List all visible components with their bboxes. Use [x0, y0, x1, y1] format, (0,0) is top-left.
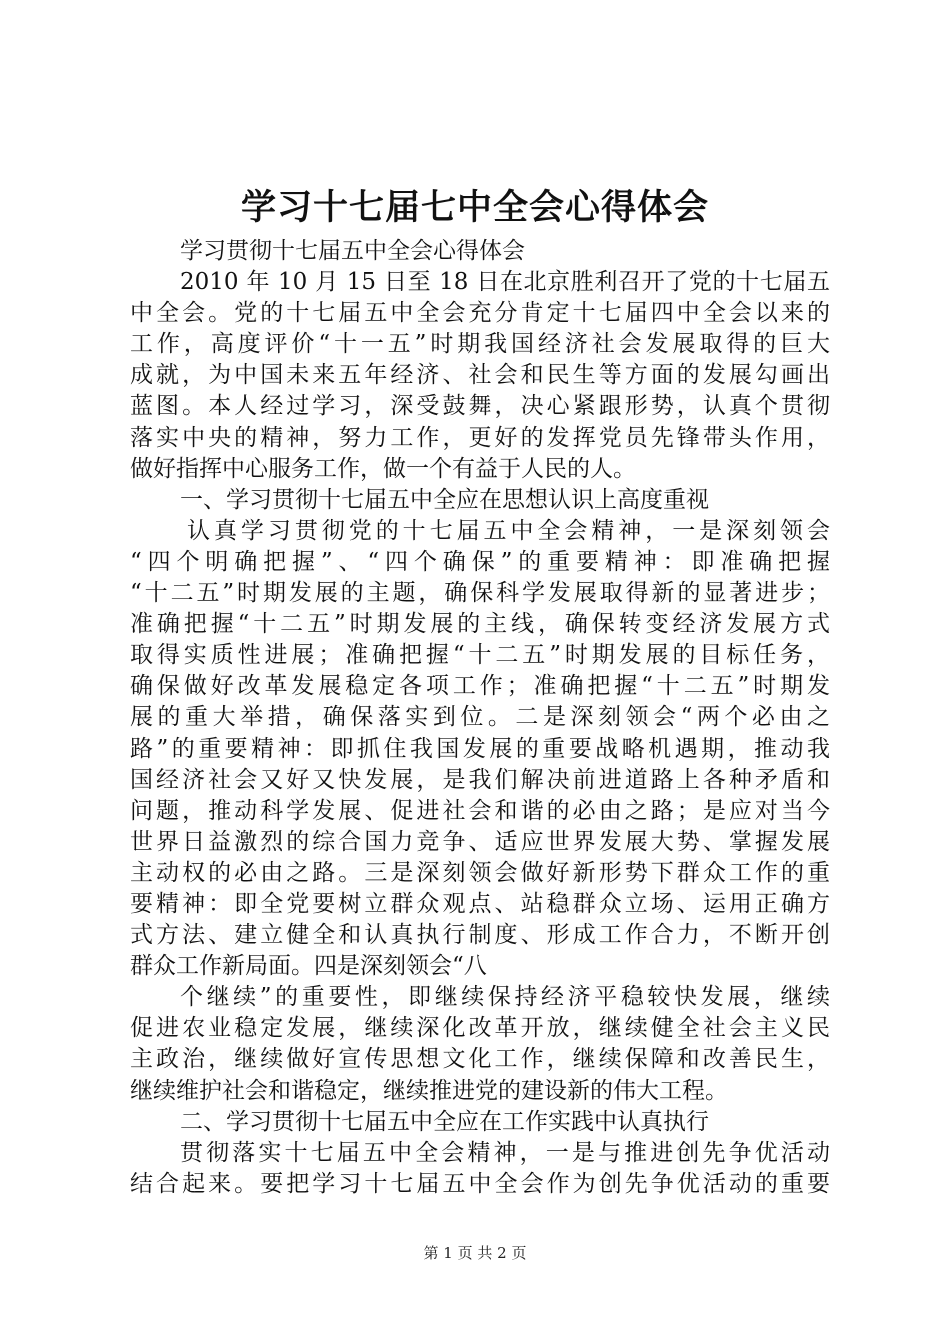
text-line: 路”的重要精神：即抓住我国发展的重要战略机遇期，推动我	[130, 735, 830, 762]
text-line: 认真学习贯彻党的十七届五中全会精神，一是深刻领会	[187, 517, 830, 544]
text-line: 工作，高度评价“十一五”时期我国经济社会发展取得的巨大	[130, 331, 830, 358]
text-line: 做好指挥中心服务工作，做一个有益于人民的人。	[130, 455, 636, 482]
text-line: 群众工作新局面。四是深刻领会“八	[130, 953, 487, 980]
text-line: 落实中央的精神，努力工作，更好的发挥党员先锋带头作用，	[130, 424, 830, 451]
text-line: 中全会。党的十七届五中全会充分肯定十七届四中全会以来的	[130, 300, 830, 327]
text-line: 结合起来。要把学习十七届五中全会作为创先争优活动的重要	[130, 1170, 830, 1197]
text-line: “十二五”时期发展的主题，确保科学发展取得新的显著进步；	[130, 580, 830, 607]
text-line: 主动权的必由之路。三是深刻领会做好新形势下群众工作的重	[130, 859, 830, 886]
text-line: 继续维护社会和谐稳定，继续推进党的建设新的伟大工程。	[130, 1077, 728, 1104]
text-line: 贯彻落实十七届五中全会精神，一是与推进创先争优活动	[180, 1139, 830, 1166]
text-line: 2010 年 10 月 15 日至 18 日在北京胜利召开了党的十七届五	[180, 269, 830, 296]
text-line: 成就，为中国未来五年经济、社会和民生等方面的发展勾画出	[130, 362, 830, 389]
text-line: 确保做好改革发展稳定各项工作；准确把握“十二五”时期发	[130, 673, 830, 700]
text-line: 促进农业稳定发展，继续深化改革开放，继续健全社会主义民	[130, 1015, 830, 1042]
text-line: 准确把握“十二五”时期发展的主线，确保转变经济发展方式	[130, 611, 830, 638]
text-line: “四个明确把握”、“四个确保”的重要精神：即准确把握	[130, 548, 830, 575]
document-title: 学习十七届七中全会心得体会	[240, 188, 709, 228]
text-line: 世界日益激烈的综合国力竞争、适应世界发展大势、掌握发展	[130, 828, 830, 855]
section-heading-2: 二、学习贯彻十七届五中全应在工作实践中认真执行	[180, 1108, 709, 1135]
text-line: 蓝图。本人经过学习，深受鼓舞，决心紧跟形势，认真个贯彻	[130, 393, 830, 420]
text-line: 问题，推动科学发展、促进社会和谐的必由之路；是应对当今	[130, 797, 830, 824]
text-line: 要精神：即全党要树立群众观点、站稳群众立场、运用正确方	[130, 890, 830, 917]
subtitle-line: 学习贯彻十七届五中全会心得体会	[180, 238, 525, 264]
text-line: 展的重大举措，确保落实到位。二是深刻领会“两个必由之	[130, 704, 830, 731]
section-heading-1: 一、学习贯彻十七届五中全应在思想认识上高度重视	[180, 486, 709, 513]
text-line: 式方法、建立健全和认真执行制度、形成工作合力，不断开创	[130, 922, 830, 949]
text-line: 取得实质性进展；准确把握“十二五”时期发展的目标任务，	[130, 642, 830, 669]
text-line: 国经济社会又好又快发展，是我们解决前进道路上各种矛盾和	[130, 766, 830, 793]
document-body	[130, 236, 830, 1200]
text-line: 主政治，继续做好宣传思想文化工作，继续保障和改善民生，	[130, 1046, 830, 1073]
page-footer: 第 1 页 共 2 页	[423, 1244, 527, 1262]
text-line: 个继续”的重要性，即继续保持经济平稳较快发展，继续	[180, 984, 830, 1011]
